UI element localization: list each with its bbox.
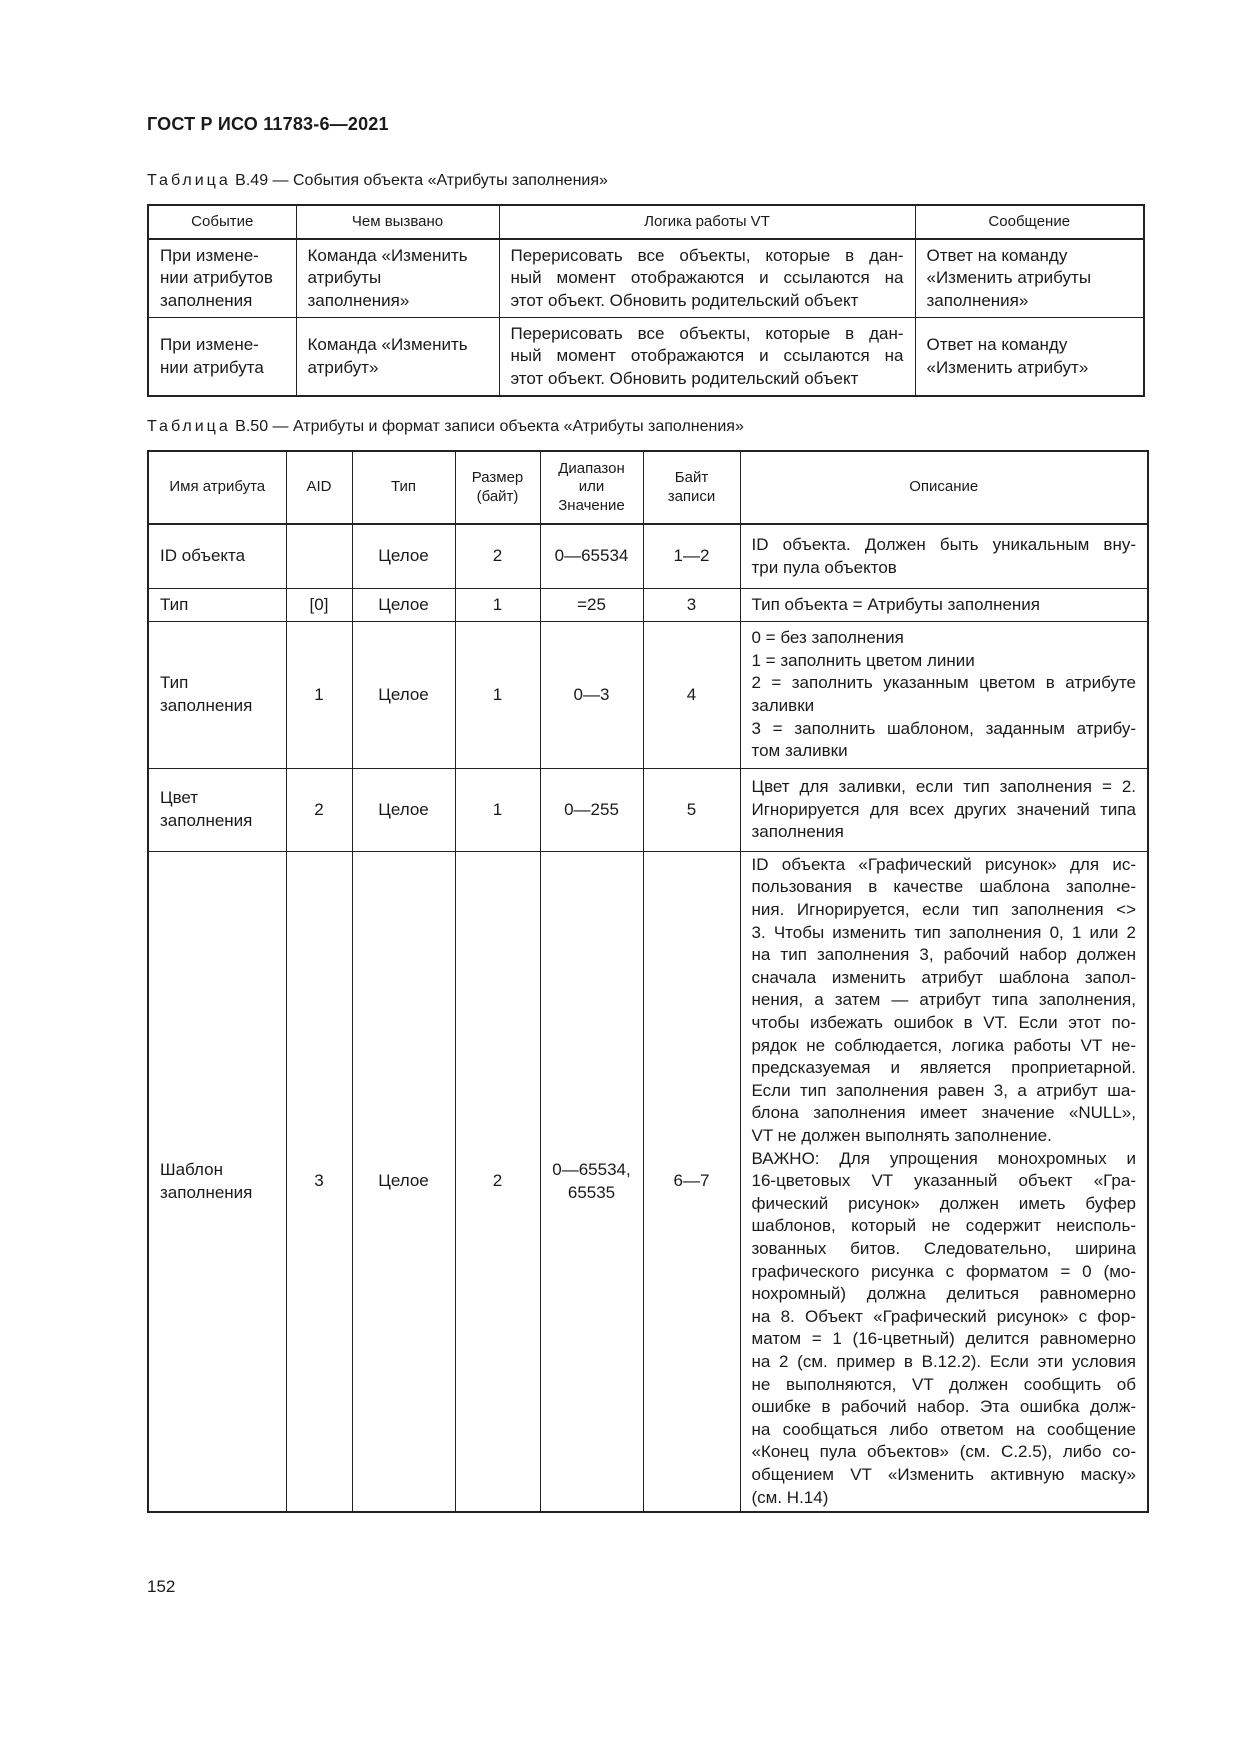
description-line: нения, а затем — атрибут типа заполнения, [751,990,1136,1010]
line: Перерисовать все объекты, которые в дан- [510,245,904,265]
description-line: чтобы избежать ошибок в VT. Если этот по- [751,1013,1136,1033]
line: При измене- [160,245,259,265]
description-line: сначала изменить атрибут шаблона запол- [751,967,1136,987]
size-cell: 1 [455,589,540,622]
description-line: фический рисунок» должен иметь буфер [751,1193,1136,1213]
aid-cell: 2 [286,769,352,852]
table-row [148,769,1148,852]
table-row [148,318,1144,397]
table-row [148,852,1148,1513]
message-cell [915,239,1144,318]
name-cell: Тип [148,589,286,622]
header-cell: Описание [740,451,1148,524]
line: атрибут» [307,357,379,377]
description-line: шаблонов, который не содержит неисполь- [751,1216,1136,1236]
table-b50 [147,450,1149,1513]
description-line: зованных битов. Следовательно, ширина [751,1238,1136,1258]
description-line: предсказуемая и является проприетарной. [751,1058,1136,1078]
type-cell: Целое [352,622,455,769]
header-cell [540,451,643,524]
size-cell: 1 [455,622,540,769]
page-number: 152 [147,1577,176,1596]
event-cell [148,318,296,397]
description-line: ния. Игнорируется, если тип заполнения <> [751,900,1136,920]
logic-cell [499,239,915,318]
line: заполнения» [926,290,1029,310]
line: ный момент отображаются и ссылаются на [510,268,904,288]
line: Цвет для заливки, если тип заполнения = 2. [751,777,1136,797]
description-cell [740,622,1148,769]
description-line: нохромный) должна делиться равномерно [751,1284,1136,1304]
line: Перерисовать все объекты, которые в дан- [510,323,904,343]
line: ID объекта. Должен быть уникальным вну- [751,534,1136,554]
description-line: блона заполнения имеет значение «NULL», [751,1103,1136,1123]
line: заливки [751,696,815,715]
table-row [148,524,1148,589]
description-line: на сообщаться либо ответом на сообщение [751,1419,1136,1439]
line: 0—65534, [552,1159,631,1179]
header-cell: Тип [352,451,455,524]
description-cell [740,524,1148,589]
document-header: ГОСТ Р ИСО 11783-6—2021 [147,114,389,134]
line: (байт) [476,487,519,505]
table-row [148,589,1148,622]
line: заполнения [160,290,253,310]
line: или [578,478,605,496]
line: записи [667,487,716,505]
description-line: 3. Чтобы изменить тип заполнения 0, 1 или 2 [751,922,1136,942]
description-line: Если тип заполнения равен 3, а атрибут ша- [751,1080,1136,1100]
description-line: рядок не соблюдается, логика работы VT не- [751,1035,1136,1055]
description-line: не выполняются, VT должен сообщить об [751,1374,1136,1394]
line: атрибуты [307,268,382,288]
line: Байт [674,469,709,486]
description-line: на 2 (см. пример в В.12.2). Если эти условия [751,1351,1136,1371]
table-row [148,622,1148,769]
line: Значение [558,496,625,514]
header-cell: Сообщение [915,205,1144,239]
description-line: ошибке в рабочий набор. Эта ошибка долж- [751,1397,1136,1417]
line: 1 = заполнить цветом линии [751,650,975,670]
line: Команда «Изменить [307,245,468,265]
bytes-cell: 6—7 [643,852,740,1513]
line: заполнения [160,1182,253,1202]
line: Шаблон [160,1159,223,1179]
header-cell [643,451,740,524]
type-cell: Целое [352,769,455,852]
range-cell: 0—65534 [540,524,643,589]
line: «Изменить атрибут» [926,357,1089,377]
description-line: ВАЖНО: Для упрощения монохромных и [751,1148,1136,1168]
line: Размер [471,469,524,486]
caption-text: В.49 — События объекта «Атрибуты заполнения» [230,172,608,189]
event-cell [148,239,296,318]
line: «Изменить атрибуты [926,268,1092,288]
line: три пула объектов [751,557,897,577]
description-line: ID объекта «Графический рисунок» для ис- [751,854,1136,874]
line: заполнения [751,822,844,842]
description-line: «Конец пула объектов» (см. С.2.5), либо со- [751,1442,1136,1462]
type-cell: Целое [352,852,455,1513]
type-cell: Целое [352,524,455,589]
line: заполнения [160,696,253,715]
description-line: пользования в качестве шаблона заполне- [751,877,1136,897]
aid-cell: 3 [286,852,352,1513]
line: Тип [160,673,189,693]
description-line: (см. Н.14) [751,1487,829,1507]
aid-cell: 1 [286,622,352,769]
bytes-cell: 4 [643,622,740,769]
line: ный момент отображаются и ссылаются на [510,346,904,366]
range-cell: =25 [540,589,643,622]
range-cell [540,852,643,1513]
logic-cell [499,318,915,397]
table-header-row [148,451,1148,524]
description-line: 16-цветовых VT указанный объект «Гра- [751,1171,1136,1191]
header-cell [455,451,540,524]
table-b50-caption [147,418,744,436]
header-cell: Имя атрибута [148,451,286,524]
line: этот объект. Обновить родительский объект [510,290,859,310]
table-header-row [148,205,1144,239]
bytes-cell: 5 [643,769,740,852]
name-cell [148,622,286,769]
line: заполнения [160,811,253,830]
line: Диапазон [558,459,625,477]
description-line: общением VT «Изменить активную маску» [751,1464,1136,1484]
range-cell: 0—3 [540,622,643,769]
size-cell: 1 [455,769,540,852]
description-line: матом = 1 (16-цветный) делится равномерно [751,1329,1136,1349]
bytes-cell: 1—2 [643,524,740,589]
name-cell [148,769,286,852]
caption-label: Таблица [147,172,231,189]
header-cell: AID [286,451,352,524]
table-row [148,239,1144,318]
line: Ответ на команду [926,334,1068,354]
header-cell: Логика работы VT [499,205,915,239]
aid-cell: [0] [286,589,352,622]
bytes-cell: 3 [643,589,740,622]
description-cell: Тип объекта = Атрибуты заполнения [740,589,1148,622]
aid-cell [286,524,352,589]
name-cell: ID объекта [148,524,286,589]
table-b49 [147,204,1145,397]
line: 2 = заполнить указанным цветом в атрибуте [751,673,1136,693]
description-line: на тип заполнения 3, рабочий набор должен [751,945,1136,965]
line: этот объект. Обновить родительский объект [510,368,859,388]
table-b49-caption [147,172,608,190]
header-cell: Чем вызвано [296,205,499,239]
line: Цвет [160,788,199,808]
message-cell [915,318,1144,397]
line: 3 = заполнить шаблоном, заданным атрибу- [751,718,1136,738]
header-cell: Событие [148,205,296,239]
size-cell: 2 [455,524,540,589]
line: 65535 [567,1182,616,1202]
description-line: VT не должен выполнять заполнение. [751,1126,1052,1146]
type-cell: Целое [352,589,455,622]
description-line: на 8. Объект «Графический рисунок» с фор- [751,1306,1136,1326]
line: заполнения» [307,290,410,310]
range-cell: 0—255 [540,769,643,852]
line: нии атрибута [160,357,264,377]
caption-label: Таблица [147,418,231,435]
caption-text: В.50 — Атрибуты и формат записи объекта «Атрибуты заполнения» [230,418,744,435]
line: 0 = без заполнения [751,628,904,648]
line: Игнорируется для всех других значений типа [751,799,1136,819]
cause-cell [296,239,499,318]
line: Команда «Изменить [307,334,468,354]
line: При измене- [160,334,259,354]
description-line: графического рисунка с форматом = 0 (мо- [751,1261,1136,1281]
line: нии атрибутов [160,268,273,288]
description-cell [740,852,1148,1513]
cause-cell [296,318,499,397]
line: Ответ на команду [926,245,1068,265]
description-cell [740,769,1148,852]
size-cell: 2 [455,852,540,1513]
line: том заливки [751,741,848,761]
name-cell [148,852,286,1513]
